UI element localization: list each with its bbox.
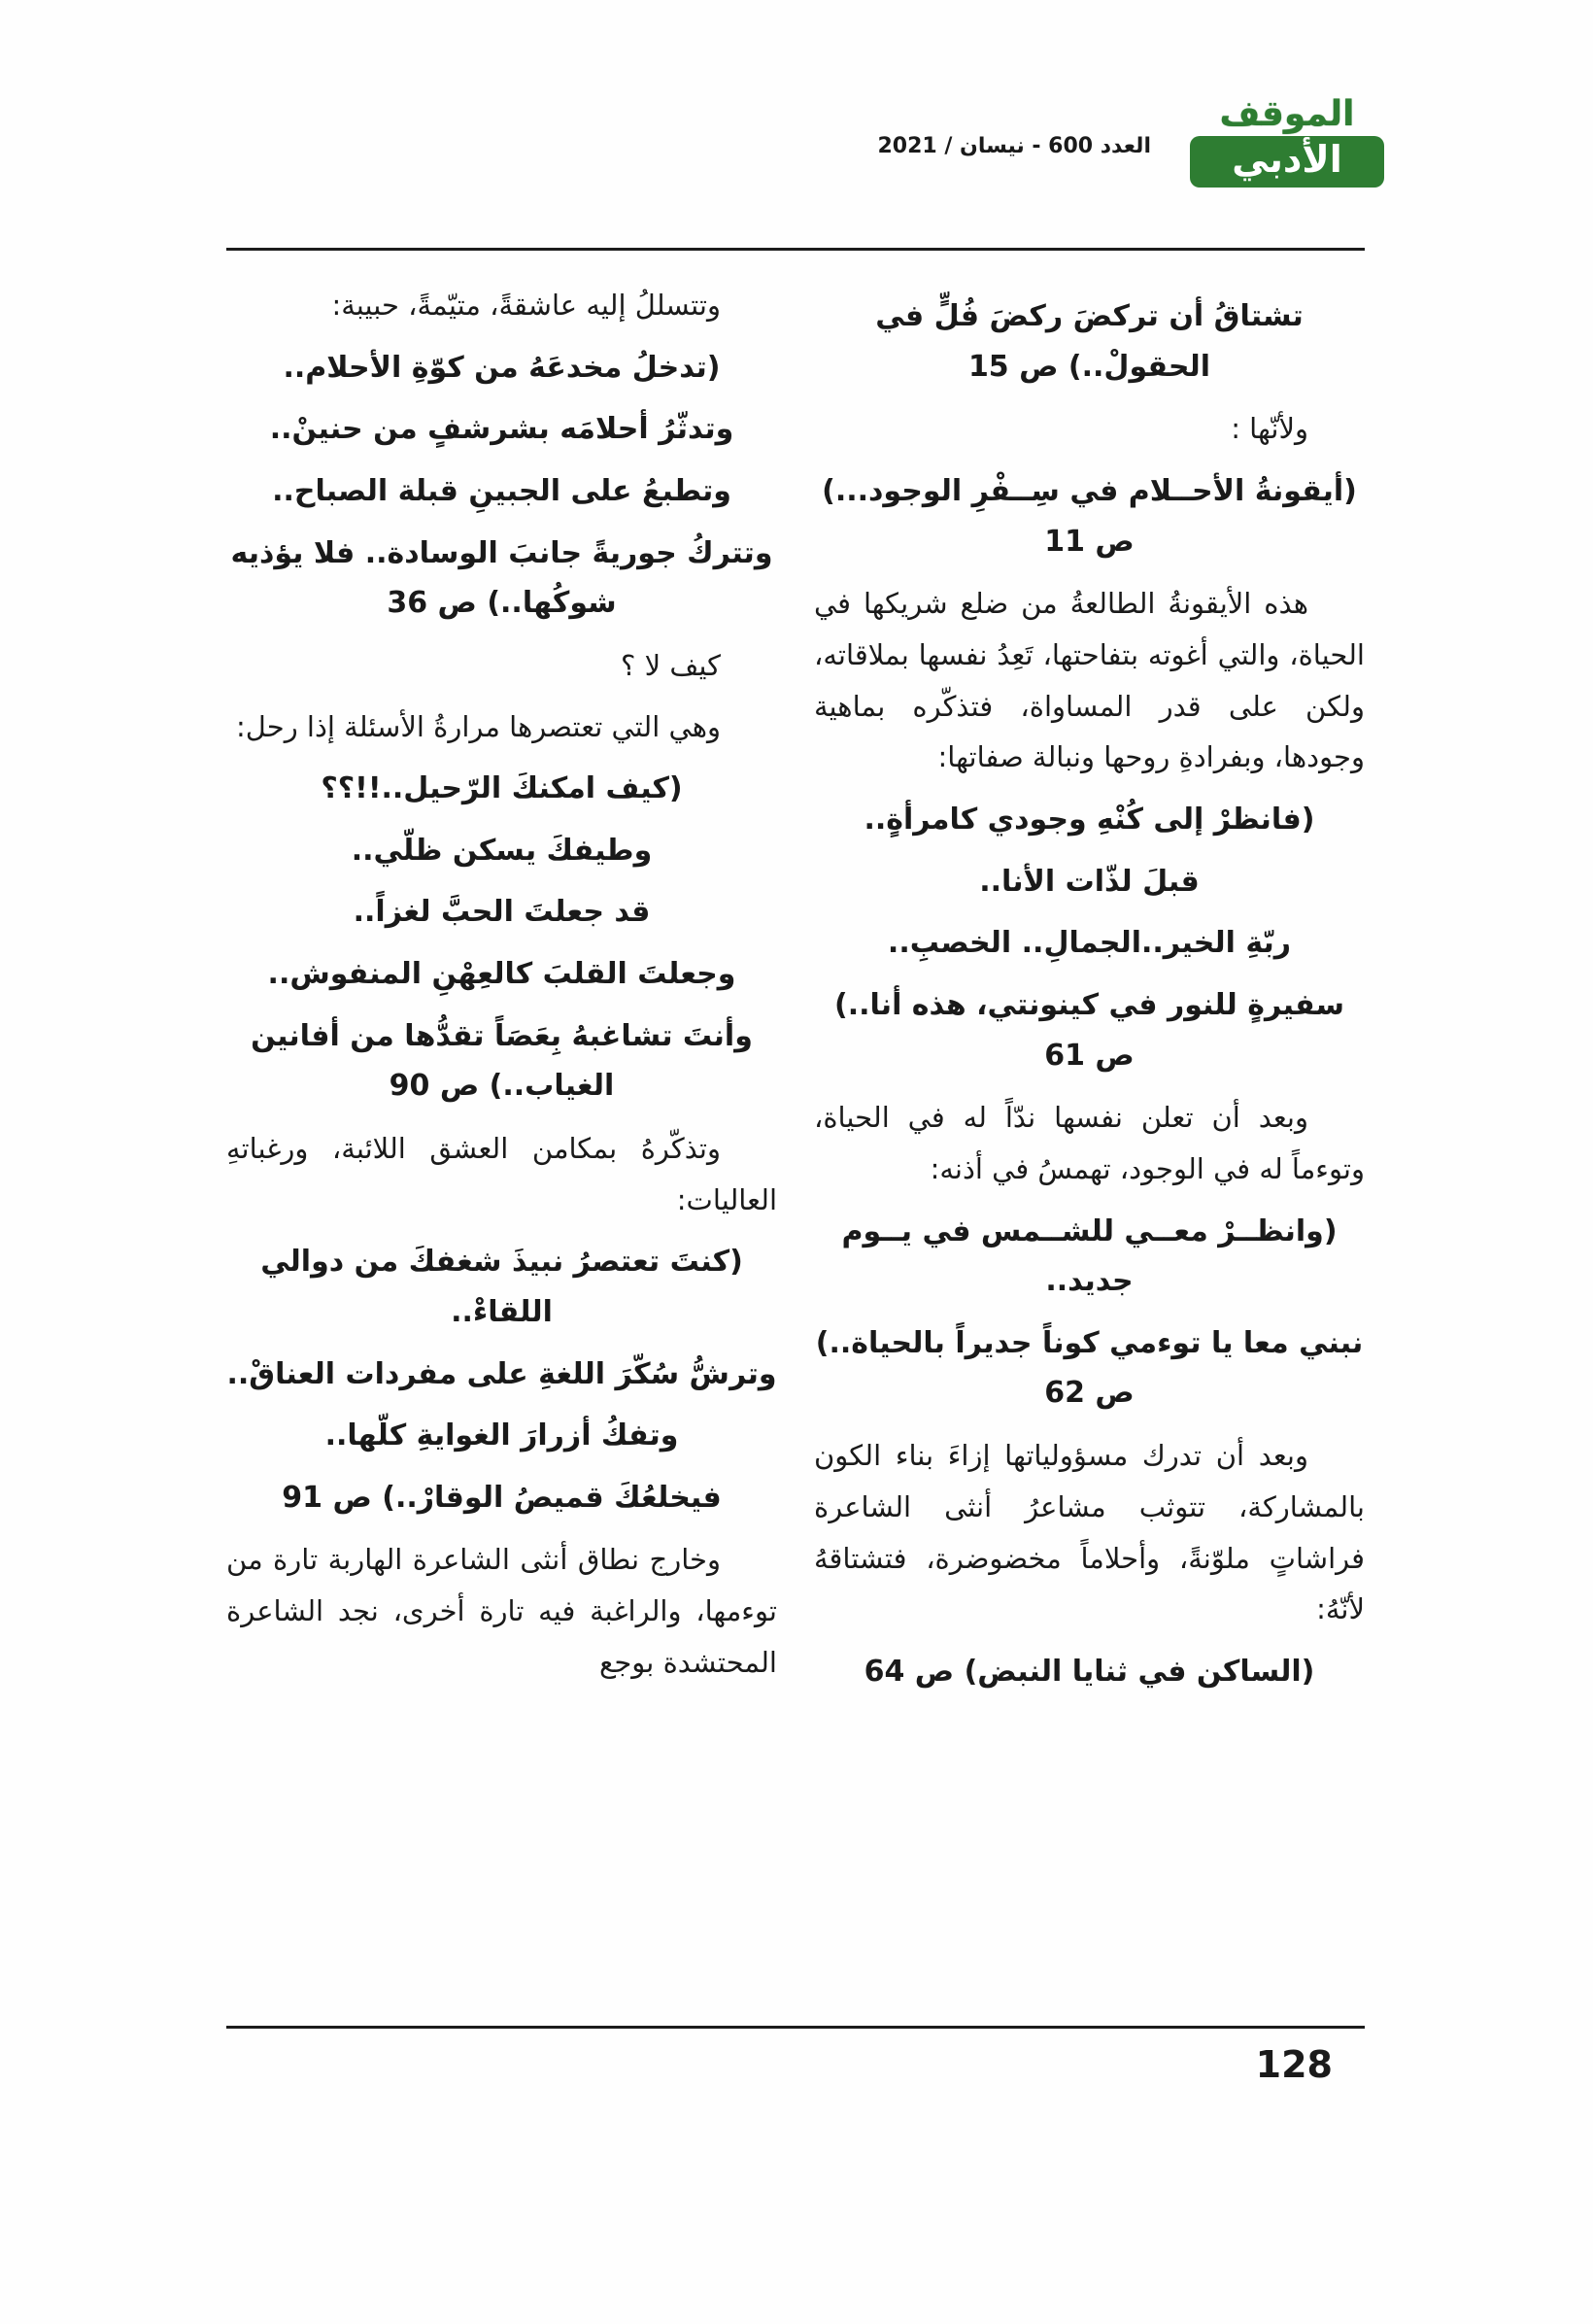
footer-rule (226, 2026, 1365, 2029)
poetry-line: فيخلعُكَ قميصُ الوقارْ..) ص 91 (282, 1480, 722, 1515)
poetry-line: قد جعلتَ الحبَّ لغزاً.. (353, 895, 651, 930)
poetry-line: وتفكُ أزرارَ الغوايةِ كلّها.. (324, 1418, 679, 1453)
poetry-line: قبلَ لذّات الأنا.. (979, 864, 1200, 899)
body-paragraph: وتذكّرهُ بمكامن العشق اللائبة، ورغباتهِ العاليات: (226, 1131, 777, 1216)
poetry-line: ربّةِ الخير..الجمالِ.. الخصبِ.. (887, 926, 1292, 961)
column-left (226, 280, 777, 2009)
poetry-line: سفيرةٍ للنور في كينونتي، هذه أنا..) ص 61 (834, 987, 1344, 1073)
poetry-line: نبني معا يا توءمي كوناً جديراً بالحياة..) ص 62 (815, 1325, 1364, 1411)
magazine-logo (1190, 95, 1384, 188)
poetry-line: وتتركُ جوريةً جانبَ الوسادة.. فلا يؤذيه شوكُها..) ص 36 (230, 535, 773, 621)
body-paragraph: وبعد أن تدرك مسؤولياتها إزاءَ بناء الكون بالمشاركة، تتوثب مشاعرُ أنثى الشاعرة فراشاتٍ ملوّنةً، وأحلاماً مخضوضرة، فتشتاقهُ لأنّهُ: (814, 1439, 1365, 1626)
poetry-line: (الساكن في ثنايا النبض) ص 64 (864, 1655, 1315, 1690)
page-number: 128 (1255, 2043, 1333, 2086)
poetry-line: (كيف امكنكَ الرّحيل..!!؟؟ (321, 771, 683, 806)
poetry-line: وطيفكَ يسكن ظلّي.. (351, 833, 653, 868)
column-right (814, 280, 1365, 2009)
poetry-line: (وانظــرْ معــي للشــمس في يــوم جديد.. (841, 1213, 1338, 1299)
body-paragraph: ولأنّها : (1231, 412, 1308, 446)
body-paragraph: وهي التي تعتصرها مرارةُ الأسئلة إذا رحل: (236, 709, 721, 743)
poetry-line: وتدثّرُ أحلامَه بشرشفٍ من حنينْ.. (269, 412, 734, 447)
poetry-line: (كنتَ تعتصرُ نبيذَ شغفكَ من دوالي اللقاءْ.. (260, 1245, 743, 1329)
body-paragraph: وبعد أن تعلن نفسها ندّاً له في الحياة، وتوءماً له في الوجود، تهمسُ في أذنه: (814, 1101, 1365, 1185)
poetry-line: (تدخلُ مخدعَهُ من كوّةِ الأحلام.. (283, 350, 721, 385)
poetry-line: (فانظرْ إلى كُنْهِ وجودي كامرأةٍ.. (864, 803, 1315, 837)
logo-word-bottom: الأدبي (1190, 136, 1384, 188)
issue-info: العدد 600 - نيسان / 2021 (877, 134, 1151, 158)
poetry-line: تشتاقُ أن تركضَ ركضَ فُلٍّ في الحقولْ..) ص 15 (875, 299, 1304, 384)
poetry-line: (أيقونةُ الأحــلام في سِــفْرِ الوجود...) ص 11 (822, 473, 1357, 559)
article-body (226, 280, 1365, 2009)
poetry-line: وتطبعُ على الجبينِ قبلة الصباح.. (272, 473, 731, 508)
logo-word-top: الموقف (1219, 94, 1355, 134)
body-paragraph: كيف لا ؟ (621, 648, 721, 682)
poetry-line: وأنتَ تشاغبهُ بِعَصَاً تقدُّها من أفانين الغياب..) ص 90 (251, 1018, 753, 1104)
body-paragraph: وخارج نطاق أنثى الشاعرة الهاربة تارة من توءمها، والراغبة فيه تارة أخرى، نجد الشاعرة المحتشدة بوجع (226, 1543, 777, 1679)
poetry-line: وترشُّ سُكّرَ اللغةِ على مفردات العناقْ.. (226, 1356, 777, 1391)
poetry-line: وجعلتَ القلبَ كالعِهْنِ المنفوش.. (267, 957, 736, 992)
body-paragraph: هذه الأيقونةُ الطالعةُ من ضلع شريكها في الحياة، والتي أغوته بتفاحتها، تَعِدُ نفسها بملاقاته، ولكن على قدر المساواة، فتذكّره بماهية وجودها، وبفرادةِ روحها ونبالة صفاتها: (814, 587, 1365, 774)
body-paragraph: وتتسللُ إليه عاشقةً، متيّمةً، حبيبة: (331, 289, 721, 322)
header-rule (226, 248, 1365, 251)
